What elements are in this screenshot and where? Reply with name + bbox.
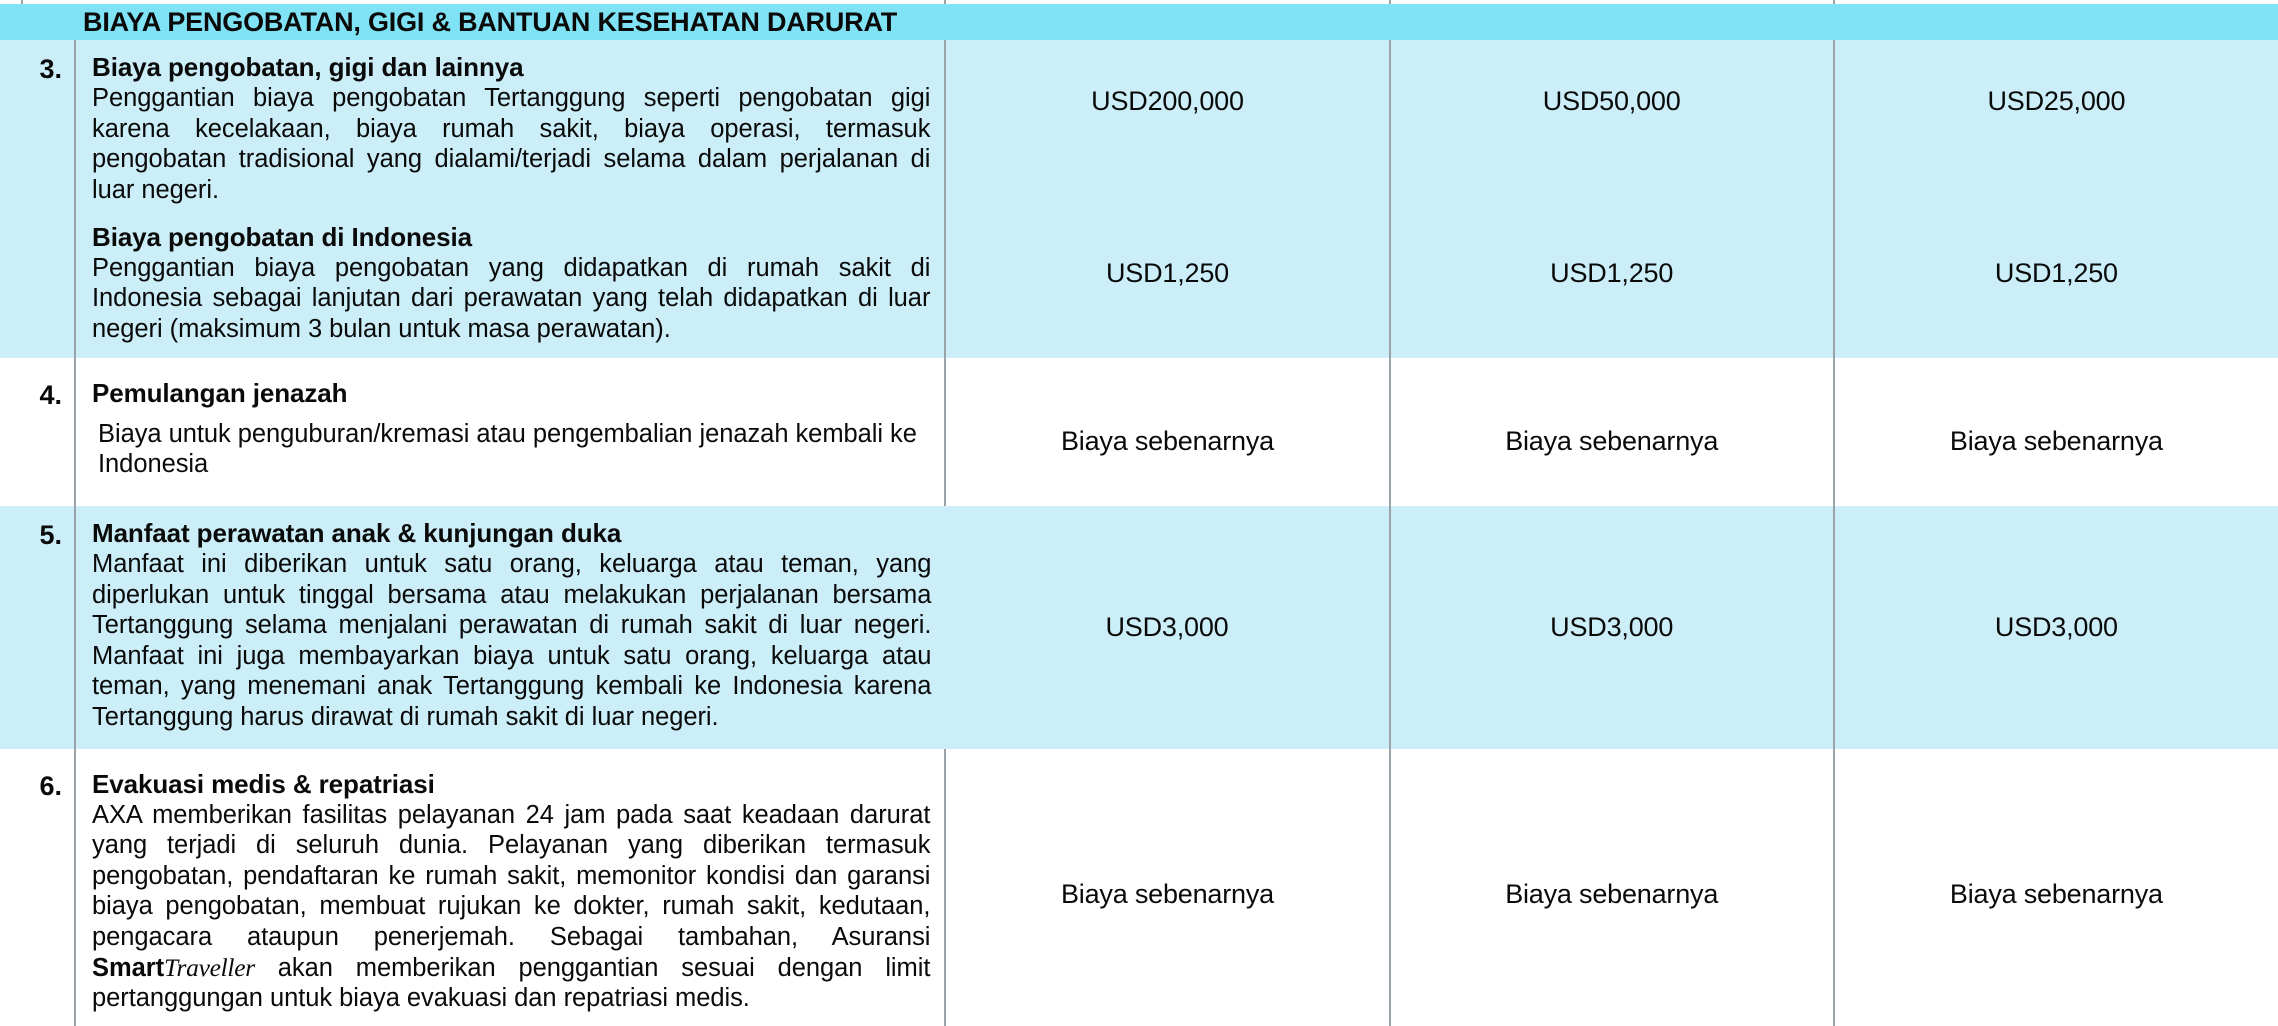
value-text: USD1,250	[1550, 257, 1674, 288]
value-text: Biaya sebenarnya	[1061, 426, 1274, 457]
value-cell	[945, 218, 1389, 359]
value-cell	[945, 370, 1389, 505]
benefit-heading: Biaya pengobatan di Indonesia	[92, 221, 472, 252]
value-text: USD3,000	[1105, 611, 1229, 642]
value-cell	[1834, 218, 2278, 359]
row-description-cell	[75, 370, 945, 505]
row-number: 3.	[39, 54, 63, 84]
benefit-body	[92, 800, 930, 1014]
band-value-cell-2	[1390, 4, 1834, 40]
benefit-heading: Biaya pengobatan, gigi dan lainnya	[92, 52, 524, 82]
value-cell	[1834, 763, 2278, 1026]
table-row	[0, 763, 2278, 1026]
value-cell	[1834, 40, 2278, 218]
row-gutter	[0, 506, 22, 749]
benefit-heading: Pemulangan jenazah	[92, 378, 348, 409]
value-cell	[945, 40, 1389, 218]
benefit-body: Biaya untuk penguburan/kremasi atau pengembalian jenazah kembali ke Indonesia	[98, 419, 917, 479]
benefit-body: Manfaat ini diberikan untuk satu orang, keluarga atau teman, yang diperlukan untuk tinggal bersama atau melakukan perjalanan bersama Tertanggung selama menjalani perawatan di rumah sakit di luar negeri. Manfaat ini juga membayarkan biaya untuk satu orang, keluarga atau teman, yang menemani anak Tertanggung kembali ke Indonesia karena Tertanggung harus dirawat di rumah sakit di luar negeri.	[92, 549, 932, 731]
value-text: Biaya sebenarnya	[1949, 878, 2163, 909]
value-text: Biaya sebenarnya	[1505, 878, 1719, 909]
benefit-body-part-1: AXA memberikan fasilitas pelayanan 24 jam pada saat keadaan darurat yang terjadi di seluruh dunia. Pelayanan yang diberikan termasuk pengobatan, pendaftaran ke rumah sakit, memonitor kondisi dan garansi biaya pengobatan, membuat rujukan ke dokter, rumah sakit, kedutaan, pengacara ataupun penerjemah. Sebagai tambahan, Asuransi	[92, 800, 931, 952]
smarttraveller-brand-bold: Smart	[92, 953, 165, 982]
section-band-title: BIAYA PENGOBATAN, GIGI & BANTUAN KESEHATAN DARURAT	[83, 7, 898, 37]
value-text: Biaya sebenarnya	[1505, 426, 1719, 457]
row-description-cell	[75, 40, 945, 218]
row-gutter	[0, 763, 22, 1026]
value-text: USD3,000	[1550, 611, 1674, 642]
row-separator	[0, 749, 2278, 763]
description-block	[76, 370, 944, 505]
row-gutter	[0, 218, 22, 359]
row-description-cell	[75, 506, 945, 749]
row-number: 6.	[39, 770, 63, 801]
band-value-cell-3	[1834, 4, 2278, 40]
row-gutter	[0, 40, 22, 218]
row-number-cell	[22, 218, 75, 359]
value-cell	[945, 763, 1389, 1026]
row-number: 5.	[39, 519, 63, 550]
table-row	[0, 370, 2278, 505]
benefit-body: Penggantian biaya pengobatan yang didapatkan di rumah sakit di Indonesia sebagai lanjutan dari perawatan yang telah didapatkan di luar negeri (maksimum 3 bulan untuk masa perawatan).	[92, 253, 931, 343]
row-number-cell	[22, 763, 75, 1026]
row-description-cell	[75, 763, 945, 1026]
value-text: USD50,000	[1542, 86, 1681, 116]
row-number: 4.	[39, 380, 63, 411]
description-block	[76, 763, 944, 1026]
row-number-cell	[22, 506, 75, 749]
value-cell	[1834, 370, 2278, 505]
table-row	[0, 506, 2278, 749]
value-text: USD1,250	[1105, 257, 1229, 288]
value-cell	[1390, 40, 1834, 218]
benefit-body-part-2: akan memberikan penggantian sesuai dengan limit pertanggungan untuk biaya evakuasi dan repatriasi medis.	[92, 953, 931, 1013]
row-description-cell	[75, 218, 945, 359]
row-number-cell	[22, 370, 75, 505]
value-cell	[1390, 370, 1834, 505]
value-cell	[1390, 218, 1834, 359]
row-separator	[0, 358, 2278, 370]
value-cell	[945, 506, 1389, 749]
band-value-cell-1	[945, 4, 1389, 40]
value-text: USD1,250	[1994, 257, 2118, 288]
value-text: USD200,000	[1091, 86, 1244, 116]
row-number-cell	[22, 40, 75, 218]
band-number-cell	[22, 4, 75, 40]
value-text: USD3,000	[1994, 611, 2118, 642]
smarttraveller-brand-italic: Traveller	[164, 952, 255, 982]
value-text: USD25,000	[1987, 86, 2126, 116]
value-cell	[1390, 763, 1834, 1026]
section-band-row	[0, 4, 2278, 40]
value-cell	[1834, 506, 2278, 749]
band-gutter	[0, 4, 22, 40]
section-band	[75, 4, 945, 40]
benefit-heading: Manfaat perawatan anak & kunjungan duka	[92, 517, 622, 548]
benefit-body: Penggantian biaya pengobatan Tertanggung seperti pengobatan gigi karena kecelakaan, biaya rumah sakit, biaya operasi, termasuk pengobatan tradisional yang dialami/terjadi selama dalam perjalanan di luar negeri.	[92, 84, 931, 204]
description-block	[76, 218, 944, 359]
row-gutter	[0, 370, 22, 505]
value-text: Biaya sebenarnya	[1949, 426, 2163, 457]
benefit-heading: Evakuasi medis & repatriasi	[92, 768, 435, 799]
table-row	[0, 40, 2278, 218]
value-cell	[1390, 506, 1834, 749]
table-row	[0, 218, 2278, 359]
description-block	[76, 506, 945, 749]
description-block	[76, 40, 944, 218]
value-text: Biaya sebenarnya	[1061, 878, 1274, 909]
